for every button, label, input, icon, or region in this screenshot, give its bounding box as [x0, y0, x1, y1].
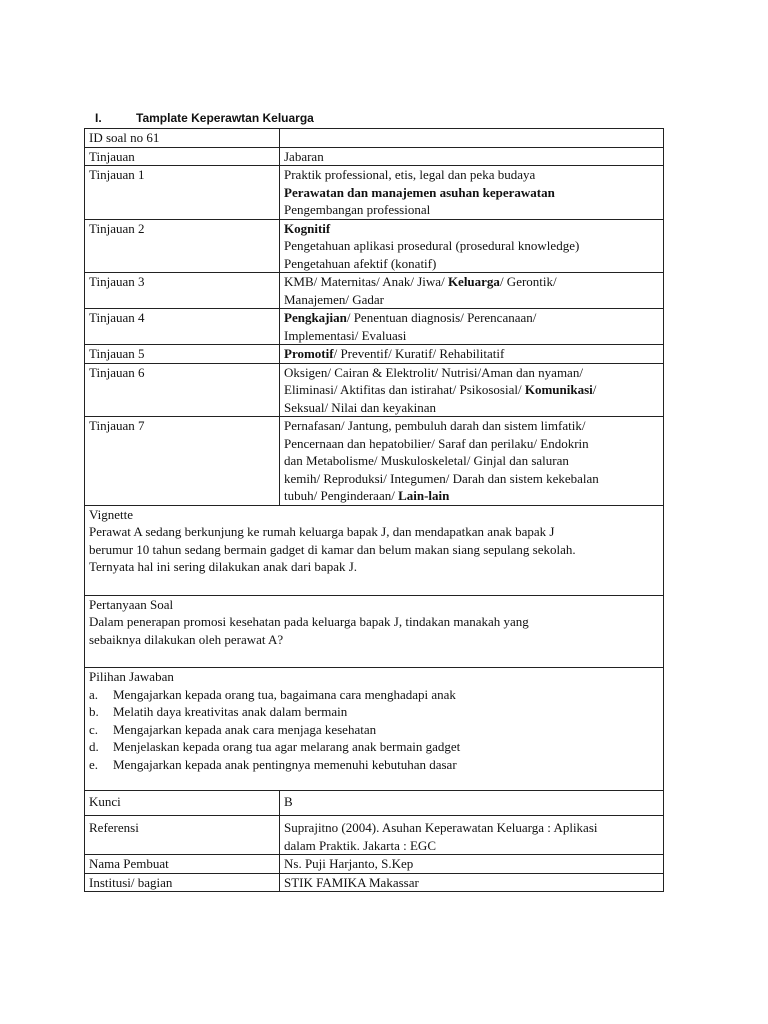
tinjauan-6-label: Tinjauan 6 [89, 364, 145, 380]
tinjauan-7-line-4: kemih/ Reproduksi/ Integumen/ Darah dan sistem kekebalan [284, 470, 599, 486]
tinjauan-6-text-2a: Eliminasi/ Aktifitas dan istirahat/ Psikososial/ [284, 382, 525, 397]
tinjauan-2-label: Tinjauan 2 [89, 220, 145, 236]
header-left: Tinjauan [89, 148, 135, 164]
tinjauan-4-label-cell [85, 309, 280, 345]
tinjauan-4-line-1 [284, 309, 659, 327]
vignette-title: Vignette [89, 506, 133, 522]
institusi-label: Institusi/ bagian [89, 874, 173, 890]
tinjauan-7-line-1: Pernafasan/ Jantung, pembuluh darah dan sistem limfatik/ [284, 418, 586, 433]
option-b [89, 703, 659, 721]
pilihan-row [85, 668, 664, 791]
option-a-text: Mengajarkan kepada orang tua, bagaimana cara menghadapi anak [113, 686, 456, 702]
institusi-value-cell [280, 873, 664, 892]
vignette-row [85, 505, 664, 595]
tinjauan-2-label-cell [85, 219, 280, 273]
tinjauan-6-line-3: Seksual/ Nilai dan keyakinan [284, 399, 436, 415]
document-heading [95, 111, 314, 125]
referensi-row [85, 816, 664, 855]
tinjauan-3-label-cell [85, 273, 280, 309]
institusi-label-cell [85, 873, 280, 892]
tinjauan-2-line-2: Pengetahuan aplikasi prosedural (prosedural knowledge) [284, 238, 580, 253]
kunci-value-cell [280, 791, 664, 816]
tinjauan-4-content [280, 309, 664, 345]
tinjauan-2-content [280, 219, 664, 273]
tinjauan-3-line-1 [284, 273, 659, 291]
pertanyaan-spacer [89, 648, 659, 667]
option-e-text: Mengajarkan kepada anak pentingnya memenuhi kebutuhan dasar [113, 756, 457, 772]
tinjauan-6-row [85, 363, 664, 417]
tinjauan-5-content [280, 345, 664, 364]
tinjauan-5-label: Tinjauan 5 [89, 346, 145, 361]
id-value-cell [280, 129, 664, 148]
option-a-letter: a. [89, 686, 99, 702]
header-left-cell [85, 147, 280, 166]
option-a [89, 686, 659, 704]
header-row [85, 147, 664, 166]
institusi-row [85, 873, 664, 892]
kunci-value: B [284, 794, 293, 809]
header-right-cell [280, 147, 664, 166]
tinjauan-4-text-1: / Penentuan diagnosis/ Perencanaan/ [346, 310, 537, 325]
tinjauan-7-line-5 [284, 487, 659, 505]
kunci-row [85, 791, 664, 816]
tinjauan-2-row [85, 219, 664, 273]
tinjauan-1-label: Tinjauan 1 [89, 167, 145, 182]
kunci-label-cell [85, 791, 280, 816]
tinjauan-6-bold: Komunikasi [524, 382, 593, 397]
tinjauan-2-line-1-wrap [284, 220, 659, 238]
tinjauan-4-label: Tinjauan 4 [89, 310, 145, 325]
tinjauan-7-row [85, 417, 664, 506]
tinjauan-1-content [280, 166, 664, 220]
pembuat-label: Nama Pembuat [89, 856, 169, 871]
option-d-text: Menjelaskan kepada orang tua agar melarang anak bermain gadget [113, 739, 461, 754]
tinjauan-4-line-2: Implementasi/ Evaluasi [284, 327, 407, 343]
tinjauan-6-line-1: Oksigen/ Cairan & Elektrolit/ Nutrisi/Aman dan nyaman/ [284, 364, 583, 380]
tinjauan-6-content [280, 363, 664, 417]
referensi-line-1: Suprajitno (2004). Asuhan Keperawatan Keluarga : Aplikasi [284, 820, 598, 835]
question-template-table [84, 128, 664, 892]
tinjauan-2-line-3: Pengetahuan afektif (konatif) [284, 255, 437, 271]
pilihan-cell [85, 668, 664, 791]
option-c-letter: c. [89, 721, 99, 737]
id-label-cell [85, 129, 280, 148]
tinjauan-6-text-2c: / [592, 382, 597, 397]
tinjauan-1-line-3: Pengembangan professional [284, 202, 431, 217]
option-d-letter: d. [89, 739, 99, 754]
tinjauan-5-label-cell [85, 345, 280, 364]
tinjauan-5-row [85, 345, 664, 364]
option-c [89, 721, 659, 739]
tinjauan-4-row [85, 309, 664, 345]
referensi-content [280, 816, 664, 855]
pilihan-title: Pilihan Jawaban [89, 669, 174, 684]
tinjauan-7-line-3: dan Metabolisme/ Muskuloskeletal/ Ginjal dan saluran [284, 453, 569, 468]
tinjauan-7-bold: Lain-lain [398, 488, 450, 503]
id-row [85, 129, 664, 148]
vignette-cell [85, 505, 664, 595]
vignette-line-2: berumur 10 tahun sedang bermain gadget di kamar dan belum makan siang sepulang sekolah. [89, 541, 576, 557]
tinjauan-3-bold: Keluarga [447, 274, 500, 289]
pertanyaan-line-1: Dalam penerapan promosi kesehatan pada keluarga bapak J, tindakan manakah yang [89, 614, 529, 629]
tinjauan-5-text-1: / Preventif/ Kuratif/ Rehabilitatif [333, 346, 505, 361]
option-c-text: Mengajarkan kepada anak cara menjaga kesehatan [113, 721, 377, 737]
vignette-line-1: Perawat A sedang berkunjung ke rumah keluarga bapak J, dan mendapatkan anak bapak J [89, 524, 555, 539]
heading-title: Tamplate Keperawtan Keluarga [136, 111, 314, 125]
tinjauan-6-line-2 [284, 381, 659, 399]
tinjauan-1-label-cell [85, 166, 280, 220]
tinjauan-5-line-1 [284, 345, 659, 363]
tinjauan-1-line-2: Perawatan dan manajemen asuhan keperawatan [284, 184, 555, 200]
tinjauan-7-content [280, 417, 664, 506]
pertanyaan-row [85, 595, 664, 668]
tinjauan-5-bold: Promotif [284, 346, 334, 361]
tinjauan-1-row [85, 166, 664, 220]
tinjauan-3-content [280, 273, 664, 309]
tinjauan-3-text-2: / Gerontik/ [499, 274, 557, 289]
tinjauan-4-bold: Pengkajian [284, 310, 347, 325]
pertanyaan-line-2: sebaiknya dilakukan oleh perawat A? [89, 631, 284, 647]
pertanyaan-title: Pertanyaan Soal [89, 596, 174, 612]
header-right: Jabaran [284, 148, 324, 164]
tinjauan-7-text-5a: tubuh/ Penginderaan/ [284, 488, 399, 503]
pilihan-spacer [89, 773, 659, 790]
pertanyaan-cell [85, 595, 664, 668]
tinjauan-1-line-1: Praktik professional, etis, legal dan peka budaya [284, 167, 536, 182]
id-label: ID soal no 61 [89, 130, 160, 145]
referensi-line-2: dalam Praktik. Jakarta : EGC [284, 837, 436, 853]
tinjauan-7-line-2: Pencernaan dan hepatobilier/ Saraf dan perilaku/ Endokrin [284, 435, 589, 451]
tinjauan-7-label: Tinjauan 7 [89, 418, 145, 433]
heading-number: I. [95, 111, 102, 125]
tinjauan-7-label-cell [85, 417, 280, 506]
pembuat-row [85, 855, 664, 874]
institusi-value: STIK FAMIKA Makassar [284, 874, 419, 890]
tinjauan-2-line-1: Kognitif [284, 220, 331, 236]
tinjauan-1-line-2-wrap [284, 184, 659, 202]
pilihan-list [89, 686, 659, 774]
tinjauan-3-row [85, 273, 664, 309]
vignette-line-3: Ternyata hal ini sering dilakukan anak dari bapak J. [89, 559, 358, 574]
option-e [89, 756, 659, 774]
tinjauan-3-text-1: KMB/ Maternitas/ Anak/ Jiwa/ [284, 274, 448, 289]
pembuat-value: Ns. Puji Harjanto, S.Kep [284, 856, 414, 871]
option-b-letter: b. [89, 704, 99, 719]
referensi-label: Referensi [89, 820, 139, 835]
vignette-spacer [89, 576, 659, 595]
kunci-label: Kunci [89, 794, 121, 809]
option-e-letter: e. [89, 756, 99, 772]
option-b-text: Melatih daya kreativitas anak dalam bermain [113, 704, 348, 719]
pembuat-label-cell [85, 855, 280, 874]
tinjauan-6-label-cell [85, 363, 280, 417]
referensi-label-cell [85, 816, 280, 855]
option-d [89, 738, 659, 756]
pembuat-value-cell [280, 855, 664, 874]
tinjauan-3-line-2: Manajemen/ Gadar [284, 291, 384, 307]
tinjauan-3-label: Tinjauan 3 [89, 274, 145, 289]
